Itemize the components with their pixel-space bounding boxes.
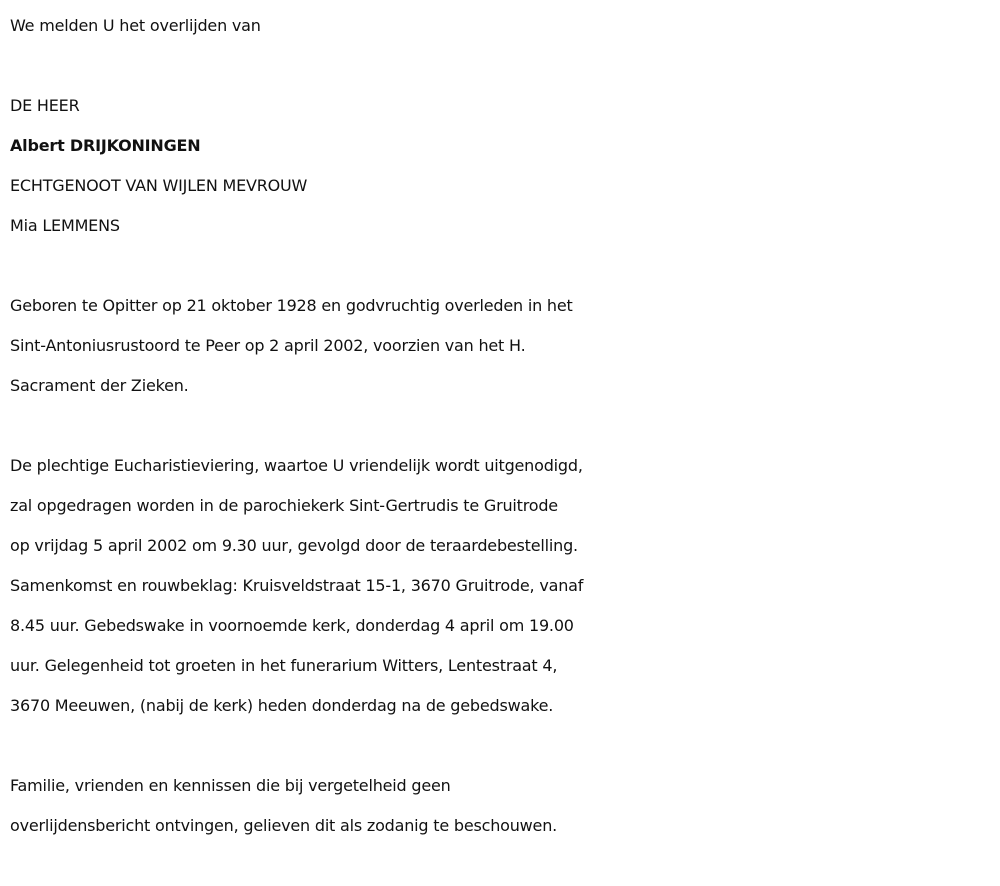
- paragraph-line: uur. Gelegenheid tot groeten in het funerarium Witters, Lentestraat 4,: [10, 656, 558, 675]
- intro-text: We melden U het overlijden van: [10, 16, 261, 35]
- paragraph-line: 8.45 uur. Gebedswake in voornoemde kerk, donderdag 4 april om 19.00: [10, 616, 574, 635]
- paragraph-line: Sacrament der Zieken.: [10, 376, 189, 395]
- paragraph-line: op vrijdag 5 april 2002 om 9.30 uur, gevolgd door de teraardebestelling.: [10, 536, 578, 555]
- spacer: [10, 246, 998, 286]
- paragraph-line: overlijdensbericht ontvingen, gelieven dit als zodanig te beschouwen.: [10, 816, 558, 835]
- deceased-title: DE HEER: [10, 96, 80, 115]
- spacer: [10, 726, 998, 766]
- deceased-name: Albert DRIJKONINGEN: [10, 136, 201, 155]
- paragraph-line: 3670 Meeuwen, (nabij de kerk) heden donderdag na de gebedswake.: [10, 696, 554, 715]
- spacer: [10, 406, 998, 446]
- spouse-name: Mia LEMMENS: [10, 216, 120, 235]
- paragraph-line: zal opgedragen worden in de parochiekerk Sint-Gertrudis te Gruitrode: [10, 496, 558, 515]
- closing-paragraph: [10, 766, 998, 846]
- paragraph-line: De plechtige Eucharistieviering, waartoe U vriendelijk wordt uitgenodigd,: [10, 456, 583, 475]
- paragraph-line: Familie, vrienden en kennissen die bij vergetelheid geen: [10, 776, 451, 795]
- paragraph-line: Sint-Antoniusrustoord te Peer op 2 april 2002, voorzien van het H.: [10, 336, 526, 355]
- paragraph-line: Samenkomst en rouwbeklag: Kruisveldstraat 15-1, 3670 Gruitrode, vanaf: [10, 576, 584, 595]
- spacer: [10, 46, 998, 86]
- spouse-label: ECHTGENOOT VAN WIJLEN MEVROUW: [10, 176, 308, 195]
- birth-paragraph: [10, 286, 998, 406]
- death-notice: [10, 0, 998, 846]
- paragraph-line: Geboren te Opitter op 21 oktober 1928 en godvruchtig overleden in het: [10, 296, 573, 315]
- service-paragraph: [10, 446, 998, 726]
